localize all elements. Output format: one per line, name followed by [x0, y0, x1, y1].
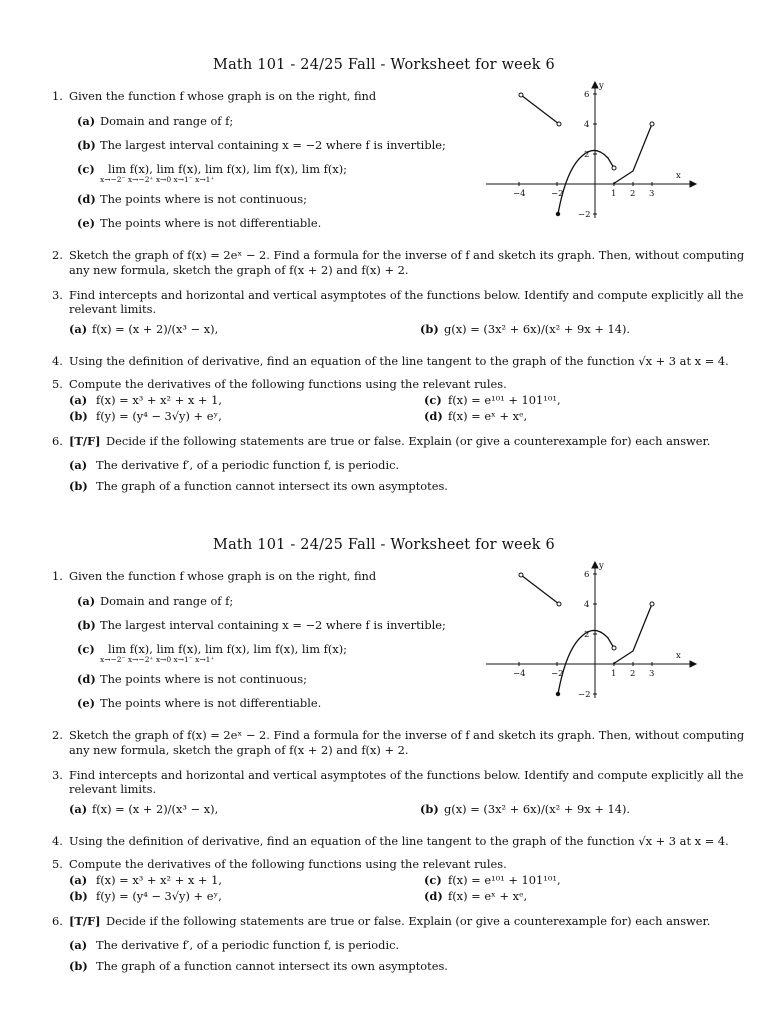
worksheet-title: Math 101 - 24/25 Fall - Worksheet for week 6: [213, 537, 555, 553]
problem-1b-label: (b): [77, 138, 96, 152]
open-point: [612, 166, 616, 170]
function-graph: [478, 560, 700, 700]
problem-3-line-2: relevant limits.: [69, 302, 157, 316]
problem-6-tf-tag: [T/F]: [69, 914, 101, 928]
problem-6b-text: The graph of a function cannot intersect its own asymptotes.: [96, 479, 448, 493]
problem-5b-text: f(y) = (y⁴ − 3√y) + eʸ,: [96, 889, 222, 903]
open-point: [650, 122, 654, 126]
problem-1c-label: (c): [77, 642, 95, 656]
problem-6b-text: The graph of a function cannot intersect its own asymptotes.: [96, 959, 448, 973]
problem-6a-text: The derivative f′, of a periodic function f, is periodic.: [96, 458, 400, 472]
x-tick-label: 2: [630, 669, 636, 679]
problem-3a-text: f(x) = (x + 2)/(x³ − x),: [92, 322, 219, 336]
problem-5a-label: (a): [69, 873, 88, 887]
worksheet-title: Math 101 - 24/25 Fall - Worksheet for week 6: [213, 57, 555, 73]
x-axis-arrow: [690, 661, 696, 667]
open-point: [519, 573, 523, 577]
x-tick-label: 2: [630, 189, 636, 199]
problem-5-number: 5.: [52, 377, 63, 391]
y-tick-label: −2: [578, 690, 591, 700]
problem-6-tf-tag: [T/F]: [69, 434, 101, 448]
problem-2-line-1: Sketch the graph of f(x) = 2eˣ − 2. Find a formula for the inverse of f and sketch its graph. Then, without computing: [69, 728, 745, 742]
open-point: [557, 602, 561, 606]
y-tick-label: 4: [584, 600, 590, 610]
problem-5-number: 5.: [52, 857, 63, 871]
problem-5c-text: f(x) = e¹⁰¹ + 101¹⁰¹,: [448, 873, 561, 887]
x-axis-label: x: [676, 651, 681, 661]
problem-1c-text: lim f(x), lim f(x), lim f(x), lim f(x), lim f(x);: [108, 642, 347, 656]
problem-1b-text: The largest interval containing x = −2 where f is invertible;: [100, 618, 446, 632]
y-tick-label: 6: [584, 570, 590, 580]
problem-5b-label: (b): [69, 889, 88, 903]
open-point: [519, 93, 523, 97]
function-graph: [478, 80, 700, 220]
problem-5-text: Compute the derivatives of the following functions using the relevant rules.: [69, 857, 507, 871]
problem-6-text: Decide if the following statements are true or false. Explain (or give a counterexample for) each answer.: [106, 434, 711, 448]
problem-2-number: 2.: [52, 728, 63, 742]
graph-segment-left: [521, 95, 559, 124]
problem-1a-label: (a): [77, 594, 96, 608]
problem-2-line-1: Sketch the graph of f(x) = 2eˣ − 2. Find a formula for the inverse of f and sketch its graph. Then, without computing: [69, 248, 745, 262]
problem-1-text: Given the function f whose graph is on the right, find: [69, 569, 377, 583]
problem-6-number: 6.: [52, 434, 63, 448]
graph-segment-left: [521, 575, 559, 604]
graph-segment-right: [613, 604, 652, 664]
x-tick-label: 1: [611, 669, 617, 679]
y-tick-label: 2: [584, 150, 590, 160]
open-point: [557, 122, 561, 126]
problem-1d-label: (d): [77, 672, 96, 686]
x-tick-label: 3: [649, 669, 655, 679]
problem-6a-label: (a): [69, 938, 88, 952]
problem-1a-text: Domain and range of f;: [100, 594, 234, 608]
problem-1-number: 1.: [52, 89, 63, 103]
y-tick-label: 6: [584, 90, 590, 100]
x-tick-label: −2: [551, 189, 564, 199]
open-point: [650, 602, 654, 606]
problem-6-text: Decide if the following statements are true or false. Explain (or give a counterexample for) each answer.: [106, 914, 711, 928]
problem-6b-label: (b): [69, 479, 88, 493]
problem-3a-label: (a): [69, 322, 88, 336]
problem-5c-label: (c): [424, 393, 442, 407]
problem-5c-label: (c): [424, 873, 442, 887]
open-point: [612, 646, 616, 650]
y-tick-label: −2: [578, 210, 591, 220]
problem-5d-label: (d): [424, 889, 443, 903]
x-tick-label: −4: [513, 189, 526, 199]
y-axis-label: y: [599, 561, 604, 571]
problem-3b-label: (b): [420, 322, 439, 336]
x-tick-label: −2: [551, 669, 564, 679]
problem-3-number: 3.: [52, 768, 63, 782]
problem-6a-text: The derivative f′, of a periodic function f, is periodic.: [96, 938, 400, 952]
problem-3-line-1: Find intercepts and horizontal and vertical asymptotes of the functions below. Identify and compute explicitly all the: [69, 288, 744, 302]
problem-5a-text: f(x) = x³ + x² + x + 1,: [96, 393, 222, 407]
problem-5b-label: (b): [69, 409, 88, 423]
problem-6-number: 6.: [52, 914, 63, 928]
x-tick-label: 3: [649, 189, 655, 199]
worksheet-copy-2: [0, 536, 768, 1036]
problem-1e-text: The points where is not differentiable.: [100, 216, 322, 230]
problem-5d-text: f(x) = eˣ + xᵉ,: [448, 889, 528, 903]
problem-2-number: 2.: [52, 248, 63, 262]
problem-5c-text: f(x) = e¹⁰¹ + 101¹⁰¹,: [448, 393, 561, 407]
problem-4-text: Using the definition of derivative, find an equation of the line tangent to the graph of the function √x + 3 at x = 4.: [69, 354, 729, 368]
graph-segment-right: [613, 124, 652, 184]
problem-5a-text: f(x) = x³ + x² + x + 1,: [96, 873, 222, 887]
problem-1c-subscripts: x→−2⁻ x→−2⁺ x→0 x→1⁻ x→1⁺: [100, 175, 215, 184]
problem-3b-text: g(x) = (3x² + 6x)/(x² + 9x + 14).: [444, 322, 631, 336]
problem-1c-text: lim f(x), lim f(x), lim f(x), lim f(x), lim f(x);: [108, 162, 347, 176]
problem-6a-label: (a): [69, 458, 88, 472]
problem-1e-label: (e): [77, 216, 96, 230]
problem-1-number: 1.: [52, 569, 63, 583]
y-axis-arrow: [592, 562, 598, 568]
problem-1-text: Given the function f whose graph is on the right, find: [69, 89, 377, 103]
problem-3-number: 3.: [52, 288, 63, 302]
problem-5b-text: f(y) = (y⁴ − 3√y) + eʸ,: [96, 409, 222, 423]
problem-2-line-2: any new formula, sketch the graph of f(x + 2) and f(x) + 2.: [69, 263, 409, 277]
problem-1e-text: The points where is not differentiable.: [100, 696, 322, 710]
problem-3a-text: f(x) = (x + 2)/(x³ − x),: [92, 802, 219, 816]
problem-5d-text: f(x) = eˣ + xᵉ,: [448, 409, 528, 423]
x-axis-arrow: [690, 181, 696, 187]
problem-5d-label: (d): [424, 409, 443, 423]
problem-1b-label: (b): [77, 618, 96, 632]
closed-point: [556, 212, 560, 216]
problem-6b-label: (b): [69, 959, 88, 973]
problem-4-text: Using the definition of derivative, find an equation of the line tangent to the graph of the function √x + 3 at x = 4.: [69, 834, 729, 848]
problem-5a-label: (a): [69, 393, 88, 407]
x-axis-label: x: [676, 171, 681, 181]
problem-1b-text: The largest interval containing x = −2 where f is invertible;: [100, 138, 446, 152]
y-axis-arrow: [592, 82, 598, 88]
x-tick-label: −4: [513, 669, 526, 679]
problem-4-number: 4.: [52, 354, 63, 368]
problem-1d-text: The points where is not continuous;: [100, 192, 307, 206]
y-axis-label: y: [599, 81, 604, 91]
y-tick-label: 2: [584, 630, 590, 640]
problem-1a-label: (a): [77, 114, 96, 128]
closed-point: [556, 692, 560, 696]
problem-1d-label: (d): [77, 192, 96, 206]
x-tick-label: 1: [611, 189, 617, 199]
problem-5-text: Compute the derivatives of the following functions using the relevant rules.: [69, 377, 507, 391]
problem-1d-text: The points where is not continuous;: [100, 672, 307, 686]
problem-3a-label: (a): [69, 802, 88, 816]
problem-1e-label: (e): [77, 696, 96, 710]
problem-1c-subscripts: x→−2⁻ x→−2⁺ x→0 x→1⁻ x→1⁺: [100, 655, 215, 664]
y-tick-label: 4: [584, 120, 590, 130]
problem-3-line-2: relevant limits.: [69, 782, 157, 796]
problem-4-number: 4.: [52, 834, 63, 848]
problem-3-line-1: Find intercepts and horizontal and vertical asymptotes of the functions below. Identify and compute explicitly all the: [69, 768, 744, 782]
problem-1c-label: (c): [77, 162, 95, 176]
problem-3b-text: g(x) = (3x² + 6x)/(x² + 9x + 14).: [444, 802, 631, 816]
worksheet-copy-1: [0, 56, 768, 556]
problem-1a-text: Domain and range of f;: [100, 114, 234, 128]
problem-2-line-2: any new formula, sketch the graph of f(x + 2) and f(x) + 2.: [69, 743, 409, 757]
problem-3b-label: (b): [420, 802, 439, 816]
